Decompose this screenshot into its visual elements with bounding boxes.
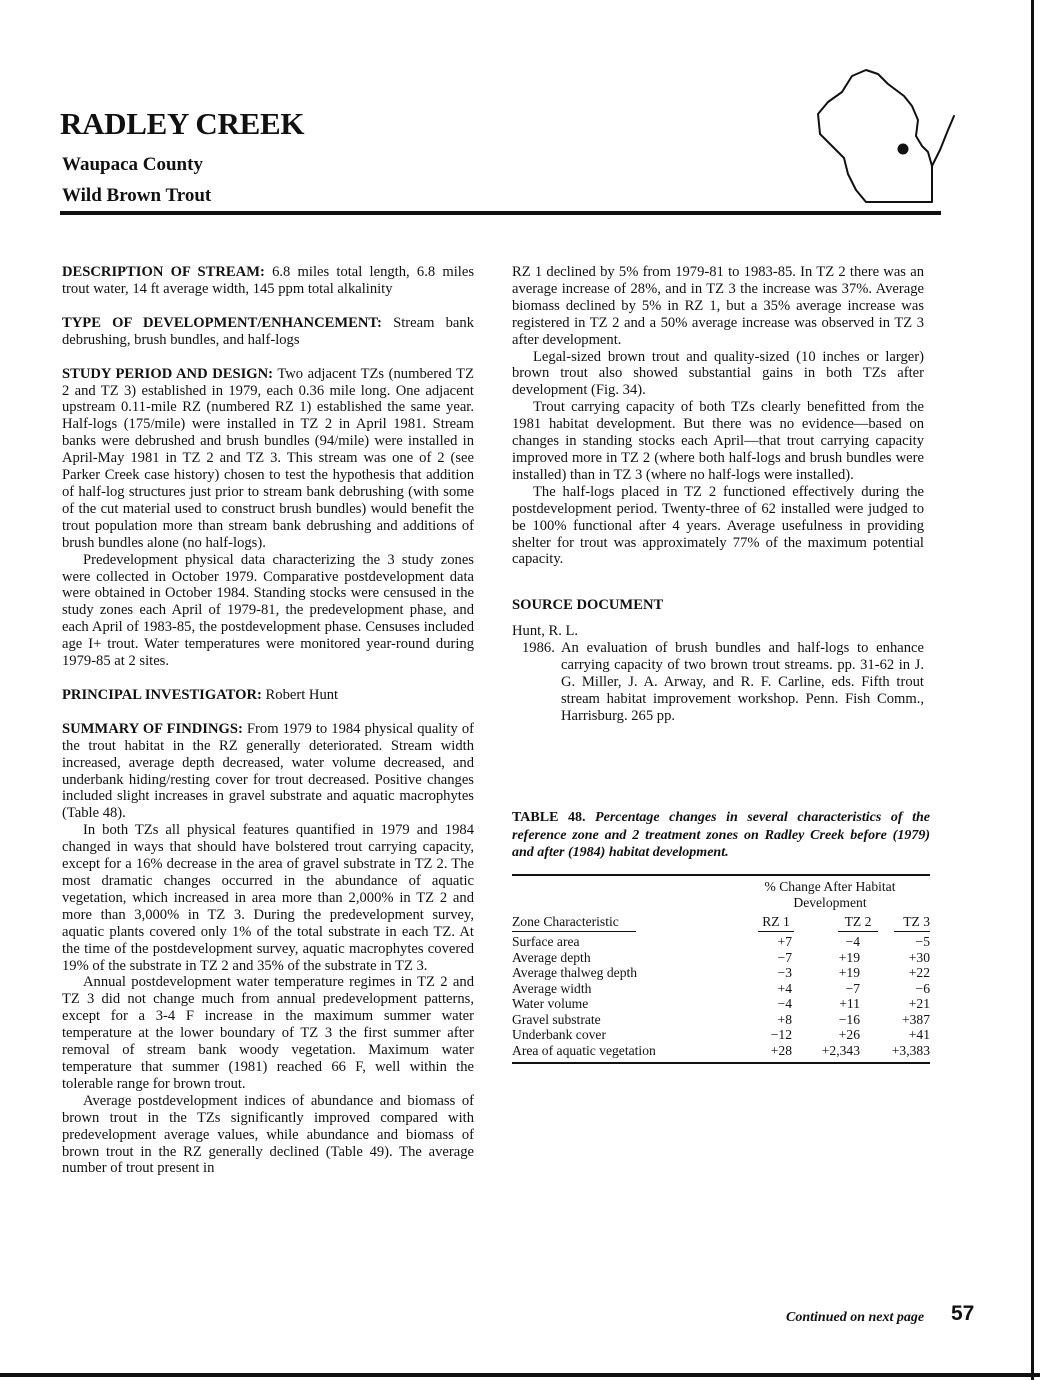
cell-tz2: +26 — [838, 1027, 860, 1042]
findings-paragraph: RZ 1 declined by 5% from 1979-81 to 1983-85. In TZ 2 there was an average increase of 28%, and in TZ 3 the increase was 37%. Average biomass declined by 5% in RZ 1, but a 35% average increase was registered in TZ 2 and a 50% average increase was observed in TZ 3 after development. — [512, 264, 924, 348]
summary-paragraph-4: Average postdevelopment indices of abundance and biomass of brown trout in the TZs significantly improved compared with predevelopment average values, while abundance and biomass of brown trout in the RZ generally declined (Table 49). The average number of trout present in — [62, 1092, 474, 1177]
findings-paragraph-2: Legal-sized brown trout and quality-sized (10 inches or larger) brown trout also showed substantial gains in both TZs after development (Fig. 34). — [512, 348, 924, 399]
stream-title: RADLEY CREEK — [60, 106, 305, 141]
cell-tz3: +21 — [908, 996, 930, 1011]
cell-tz3: +387 — [901, 1011, 930, 1027]
cell-characteristic: Surface area — [512, 934, 580, 949]
table-body — [512, 934, 930, 1058]
page-edge-right — [1031, 0, 1034, 1380]
cell-tz3: +3,383 — [891, 1042, 930, 1058]
table-row — [512, 934, 930, 950]
cell-rz1: +28 — [770, 1042, 792, 1058]
cell-characteristic: Water volume — [512, 996, 589, 1011]
cell-rz1: −4 — [777, 996, 792, 1011]
development-type-paragraph: TYPE OF DEVELOPMENT/ENHANCEMENT: Stream bank debrushing, brush bundles, and half-logs — [62, 314, 474, 348]
header-underline — [894, 931, 930, 932]
table-bottom-rule — [512, 1062, 930, 1064]
source-document-heading: SOURCE DOCUMENT — [512, 597, 664, 614]
table-row — [512, 996, 930, 1012]
cell-characteristic: Area of aquatic vegetation — [512, 1042, 656, 1058]
county-name: Waupaca County — [62, 154, 203, 175]
table-top-rule — [512, 874, 930, 876]
reference-author: Hunt, R. L. — [512, 623, 579, 640]
cell-characteristic: Underbank cover — [512, 1027, 606, 1042]
cell-rz1: −7 — [777, 949, 792, 965]
table-header-row — [512, 914, 930, 930]
header-tz3: TZ 3 — [903, 914, 930, 929]
cell-tz2: −4 — [845, 934, 860, 949]
cell-tz2: −7 — [845, 980, 860, 996]
cell-characteristic: Average thalweg depth — [512, 965, 638, 980]
header-zone-characteristic: Zone Characteristic — [512, 914, 619, 929]
reference-text: An evaluation of brush bundles and half-logs to enhance carrying capacity of two brown trout streams. pp. 31-62 in J. G. Miller, J. A. Arway, and R. F. Carline, eds. Fifth trout stream habitat improvement workshop. Penn. Fish Comm., Harrisburg. 265 pp. — [561, 640, 924, 724]
header-rule — [60, 211, 941, 215]
table-span-header: % Change After Habitat Development — [764, 879, 896, 910]
cell-tz3: +41 — [908, 1027, 930, 1042]
cell-tz3: −5 — [915, 934, 930, 949]
findings-paragraph-3: Trout carrying capacity of both TZs clearly benefitted from the 1981 habitat development. But there was no evidence—based on changes in standing stocks each April—that trout carrying capacity improved more in TZ 2 (where both half-logs and brush bundles were installed) than in TZ 3 (where no half-logs were installed). — [512, 399, 924, 483]
continued-note: Continued on next page — [786, 1310, 925, 1325]
cell-characteristic: Average width — [512, 980, 592, 996]
description-paragraph: DESCRIPTION OF STREAM: 6.8 miles total length, 6.8 miles trout water, 14 ft average width, 145 ppm total alkalinity — [62, 264, 474, 297]
table-row — [512, 1012, 930, 1028]
cell-tz2: +2,343 — [821, 1042, 860, 1058]
right-column — [512, 264, 924, 725]
table-row — [512, 1043, 930, 1059]
cell-rz1: −3 — [777, 965, 792, 980]
cell-tz2: +11 — [839, 996, 860, 1011]
left-column — [62, 264, 474, 1177]
header-underline — [758, 931, 794, 932]
findings-paragraph-4: The half-logs placed in TZ 2 functioned effectively during the postdevelopment period. Twenty-three of 62 installed were judged to be 100% functional after 4 years. Average usefulness in providing shelter for trout was approximately 77% of the maximum potential capacity. — [512, 483, 924, 568]
reference-entry — [512, 640, 924, 725]
cell-rz1: +8 — [777, 1011, 792, 1027]
study-design-paragraph: STUDY PERIOD AND DESIGN: Two adjacent TZs (numbered TZ 2 and TZ 3) established in 1979, each 0.36 mile long. One adjacent upstream 0.11-mile RZ (numbered RZ 1) established the same year. Half-logs (175/mile) were installed in TZ 2 in April 1981. Stream banks were debrushed and brush bundles (94/mile) were installed in April-May 1981 in TZ 2 and TZ 3. This stream was one of 2 (see Parker Creek case history) chosen to test the hypothesis that addition of half-log structures just prior to stream bank debrushing (with some of the cut material used to construct brush bundles) would benefit the trout population more than stream bank debrushing and additions of brush bundles alone (no half-logs). — [62, 365, 474, 551]
cell-tz2: +19 — [838, 949, 860, 965]
table-row — [512, 1027, 930, 1043]
table-row — [512, 965, 930, 981]
cell-tz2: +19 — [838, 965, 860, 980]
header-tz2: TZ 2 — [844, 914, 872, 929]
cell-characteristic: Average depth — [512, 949, 591, 965]
cell-characteristic: Gravel substrate — [512, 1011, 601, 1027]
cell-tz3: +30 — [908, 949, 930, 965]
reference-year: 1986. — [522, 640, 555, 657]
cell-tz3: +22 — [908, 965, 930, 980]
header-underline — [838, 931, 878, 932]
cell-tz3: −6 — [915, 980, 930, 996]
header-underline — [512, 931, 636, 932]
summary-paragraph-3: Annual postdevelopment water temperature regimes in TZ 2 and TZ 3 did not change much from annual predevelopment patterns, except for a 3-4 F increase in the maximum summer water temperature at the lower boundary of TZ 3 the first summer after removal of stream bank woody vegetation. Maximum water temperature that summer (1981) reached 66 F, well within the tolerable range for brown trout. — [62, 974, 474, 1092]
species-name: Wild Brown Trout — [62, 185, 212, 206]
header-rz1: RZ 1 — [762, 914, 790, 929]
cell-rz1: +7 — [777, 934, 792, 949]
table-row — [512, 950, 930, 966]
cell-tz2: −16 — [838, 1011, 860, 1027]
cell-rz1: +4 — [777, 980, 792, 996]
summary-paragraph-2: In both TZs all physical features quantified in 1979 and 1984 changed in ways that should have bolstered trout carrying capacity, except for a 16% decrease in the area of gravel substrate in TZ 2. The most dramatic changes occurred in the abundance of aquatic vegetation, which increased in area more than 2,000% in TZ 2 and more than 3,000% in TZ 3. During the predevelopment survey, aquatic plants covered only 1% of the total substrate in each TZ. At the time of the postdevelopment survey, aquatic macrophytes covered 19% of the substrate in TZ 2 and 35% of the substrate in TZ 3. — [62, 822, 474, 974]
cell-rz1: −12 — [770, 1027, 792, 1042]
summary-paragraph: SUMMARY OF FINDINGS: From 1979 to 1984 physical quality of the trout habitat in the RZ generally deteriorated. Stream width increased, average depth decreased, water volume decreased, and underbank hiding/resting cover for trout decreased. Positive changes included slight increases in gravel substrate and aquatic macrophytes (Table 48). — [62, 720, 474, 822]
wisconsin-outline-map-icon — [808, 62, 956, 210]
table-caption: TABLE 48. Percentage changes in several characteristics of the reference zone and 2 treatment zones on Radley Creek before (1979) and after (1984) habitat development. — [512, 810, 930, 860]
investigator-paragraph: PRINCIPAL INVESTIGATOR: Robert Hunt — [62, 686, 339, 703]
table-row — [512, 981, 930, 997]
page-edge-bottom — [0, 1373, 1040, 1377]
page-number: 57 — [951, 1302, 975, 1325]
study-design-paragraph-2: Predevelopment physical data characterizing the 3 study zones were collected in October 1979. Comparative postdevelopment data were obtained in October 1984. Standing stocks were censused in the study zones each April of 1979-81, the predevelopment phase, and each April of 1983-85, the postdevelopment phase. Censuses included age I+ trout. Water temperatures were monitored year-round during 1979-85 at 2 sites. — [62, 551, 474, 670]
